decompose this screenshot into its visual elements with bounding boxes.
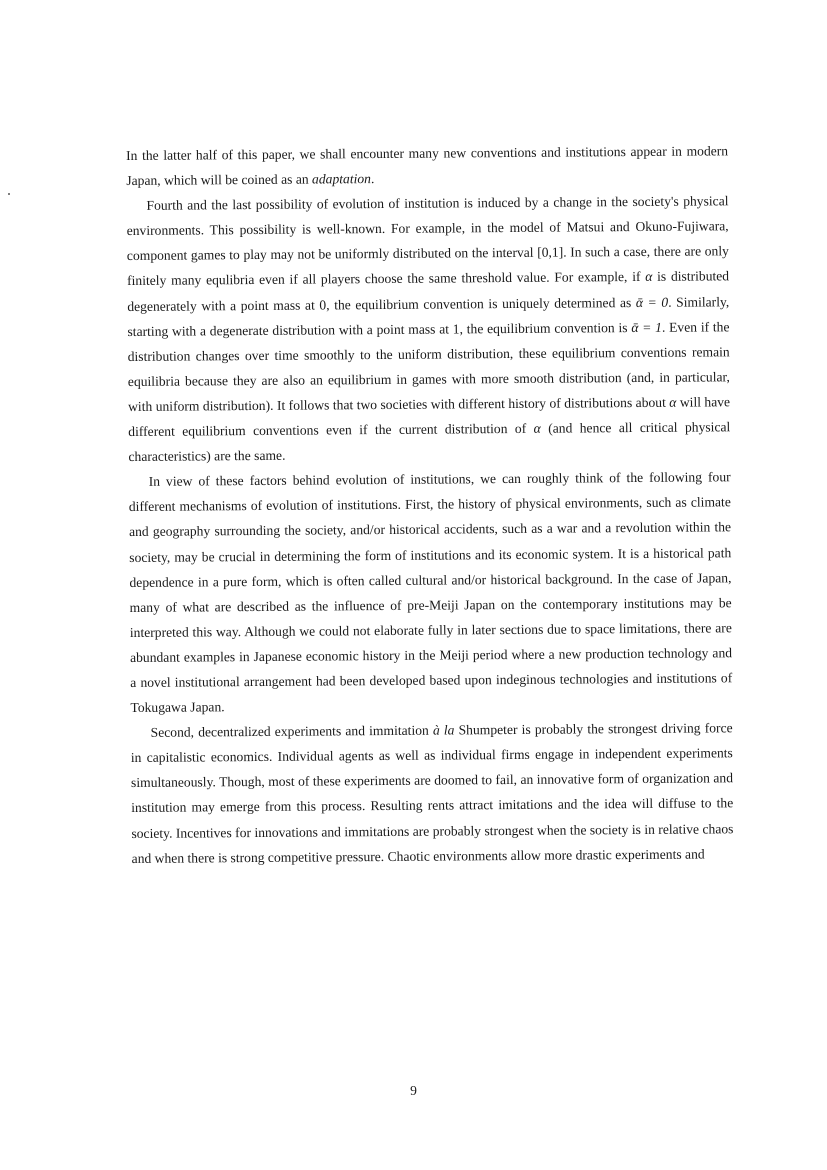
- text-run: In the latter half of this paper, we shall encounter many new conventions and institutions appear in modern Japan, which will be coined as an: [126, 143, 729, 189]
- paragraph: [126, 188, 730, 469]
- italic-text: à la: [432, 722, 455, 738]
- text-run: will have different equilibrium conventions even if the current distribution of: [128, 394, 731, 440]
- text-run: .: [370, 171, 375, 187]
- paragraph: [131, 715, 734, 870]
- italic-text: α: [533, 420, 541, 436]
- text-run: . Similarly, starting with a degenerate distribution with a point mass at 1, the equilibrium convention is: [127, 293, 730, 339]
- italic-text: α: [669, 394, 677, 410]
- paragraph: [126, 138, 728, 193]
- text-run: In view of these factors behind evolution of institutions, we can roughly think of the following four different mechanisms of evolution of institutions. First, the history of physical environments, such as climate and geography surrounding the society, and/or historical accidents, such as a war and a revolution within the society, may be crucial in determining the form of institutions and its economic system. It is a historical path dependence in a pure form, which is often called cultural and/or historical background. In the case of Japan, many of what are described as the influence of pre-Meiji Japan on the contemporary institutions may be interpreted this way. Although we could not elaborate fully in later sections due to space limitations, there are abundant examples in Japanese economic history in the Meiji period where a new production technology and a novel institutional arrangement had been developed based upon indeginous technologies and institutions of Tokugawa Japan.: [128, 469, 733, 716]
- text-run: is distributed degenerately with a point mass at 0, the equilibrium convention is uniquely determined as: [127, 268, 730, 314]
- text-run: (and hence all critical physical characteristics) are the same.: [128, 419, 731, 465]
- italic-text: ᾱ = 1: [631, 319, 662, 335]
- italic-text: α: [645, 269, 653, 285]
- text-run: . Even if the distribution changes over time smoothly to the uniform distribution, these equilibrium conventions remain equilibria because they are also an equilibrium in games with more smooth distribution (and, in particular, with uniform distribution). It follows that two societies with different history of distributions about: [127, 318, 730, 414]
- scan-speck: [8, 193, 10, 195]
- text-run: Fourth and the last possibility of evolution of institution is induced by a change in the society's physical environments. This possibility is well-known. For example, in the model of Matsui and Okuno-Fujiwara, component games to play may not be uniformly distributed on the interval [0,1]. In such a case, there are only finitely many equlibria even if all players choose the same threshold value. For example, if: [126, 193, 729, 289]
- paragraph: [129, 464, 733, 720]
- text-run: Second, decentralized experiments and immitation: [150, 722, 433, 740]
- italic-text: adaptation: [311, 171, 372, 187]
- body-text: [126, 138, 734, 870]
- italic-text: ᾱ = 0: [635, 294, 669, 310]
- page-number: 9: [410, 1083, 417, 1098]
- text-run: Shumpeter is probably the strongest driving force in capitalistic economics. Individual agents as well as individual firms engage in independent experiments simultaneously. Though, most of these experiments are doomed to fail, an innovative form of organization and institution may emerge from this process. Resulting rents attract imitations and the idea will diffuse to the society. Incentives for innovations and immitations are probably strongest when the society is in relative chaos and when there is strong competitive pressure. Chaotic environments allow more drastic experiments and: [130, 720, 734, 866]
